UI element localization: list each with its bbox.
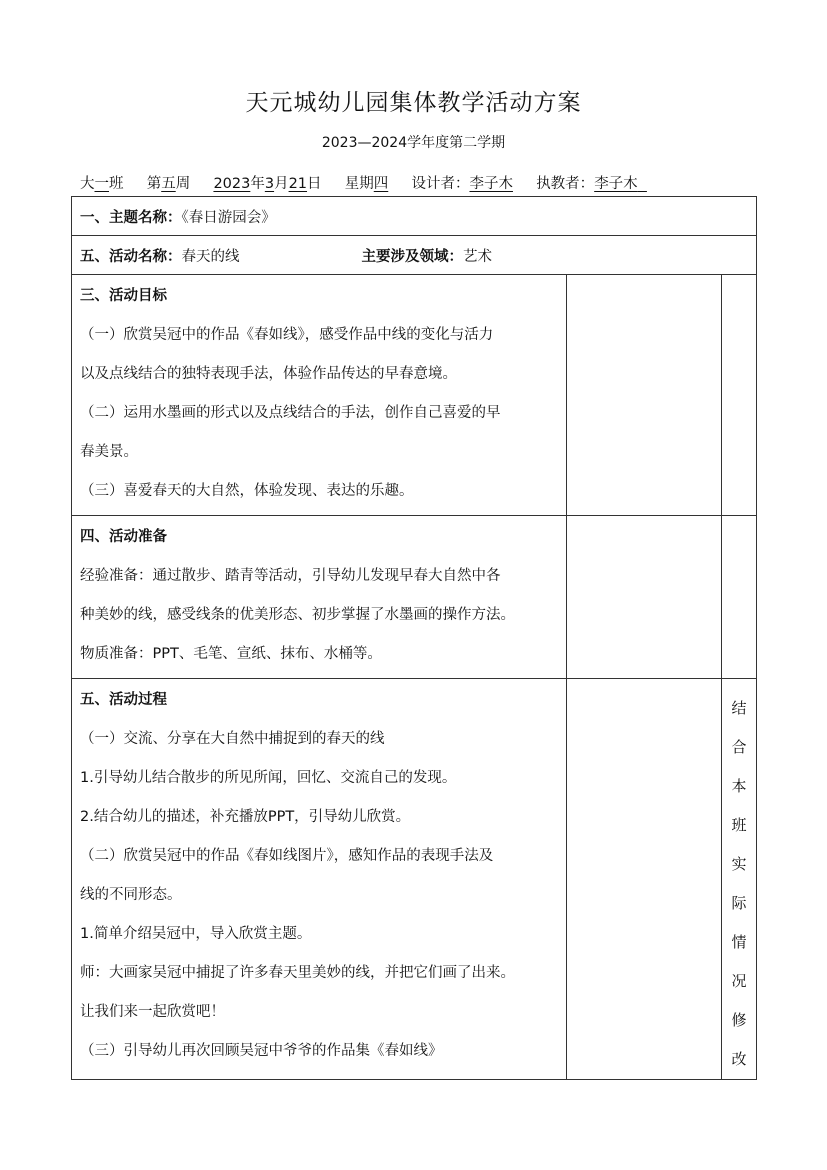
week-number: 五	[161, 176, 176, 192]
preparation-line: 经验准备：通过散步、踏青等活动，引导幼儿发现早春大自然中各	[80, 568, 501, 584]
date-month: 3	[264, 176, 275, 192]
goal-line: 春美景。	[80, 444, 138, 460]
goals-side-cell	[721, 275, 756, 516]
side-note-char: 况	[731, 972, 747, 990]
side-note-char: 班	[731, 816, 747, 834]
process-line: 2.结合幼儿的描述，补充播放PPT，引导幼儿欣赏。	[80, 809, 411, 825]
day-label: 日	[307, 176, 322, 192]
preparation-line: 种美妙的线，感受线条的优美形态、初步掌握了水墨画的操作方法。	[80, 607, 515, 623]
goal-line: （二）运用水墨画的形式以及点线结合的手法，创作自己喜爱的早	[80, 405, 501, 421]
teacher-label: 执教者：	[536, 176, 595, 192]
preparation-notes-cell	[566, 516, 721, 679]
side-note-char: 情	[731, 933, 747, 951]
weekday-prefix: 星期	[344, 176, 374, 192]
side-note-char: 结	[731, 699, 747, 717]
domain-value: 艺术	[463, 248, 492, 265]
document-title: 天元城幼儿园集体教学活动方案	[245, 90, 582, 116]
domain-label: 主要涉及领域：	[361, 248, 463, 265]
month-label: 月	[274, 176, 289, 192]
preparation-side-cell	[721, 516, 756, 679]
class-suffix: 班	[109, 176, 124, 192]
process-line: （一）交流、分享在大自然中捕捉到的春天的线	[80, 731, 385, 747]
goals-notes-cell	[566, 275, 721, 516]
lesson-plan-table	[71, 196, 757, 1080]
preparation-heading: 四、活动准备	[80, 529, 167, 545]
activity-row	[72, 236, 757, 275]
activity-name-label: 五、活动名称：	[80, 248, 182, 265]
preparation-line: 物质准备：PPT、毛笔、宣纸、抹布、水桶等。	[80, 646, 382, 662]
school-term: 2023—2024学年度第二学期	[321, 135, 506, 151]
goal-line: （三）喜爱春天的大自然，体验发现、表达的乐趣。	[80, 483, 414, 499]
side-note-char: 改	[731, 1050, 747, 1068]
theme-label: 一、主题名称：	[80, 209, 182, 226]
goal-line: （一）欣赏吴冠中的作品《春如线》，感受作品中线的变化与活力	[80, 327, 494, 343]
date-day: 21	[288, 176, 308, 192]
side-note-char: 修	[731, 1011, 747, 1029]
designer-label: 设计者：	[411, 176, 470, 192]
class-number: 一	[94, 176, 109, 192]
process-line: 让我们来一起欣赏吧！	[80, 1004, 225, 1020]
year-label: 年	[250, 176, 265, 192]
date-year: 2023	[213, 176, 251, 192]
activity-name-value: 春天的线	[181, 248, 240, 265]
side-note-char: 本	[731, 777, 747, 795]
process-line: 线的不同形态。	[80, 887, 182, 903]
goal-line: 以及点线结合的独特表现手法，体验作品传达的早春意境。	[80, 366, 457, 382]
goals-heading: 三、活动目标	[80, 288, 167, 304]
process-line: 1.引导幼儿结合散步的所见所闻，回忆、交流自己的发现。	[80, 770, 457, 786]
process-notes-cell	[566, 679, 721, 1080]
week-prefix: 第	[146, 176, 162, 192]
goals-row	[72, 275, 757, 516]
class-prefix: 大	[80, 176, 95, 192]
designer-name: 李子木	[469, 176, 513, 192]
class-info-line	[80, 172, 647, 193]
week-suffix: 周	[175, 176, 191, 192]
side-note-char: 合	[731, 738, 747, 756]
process-line: （三）引导幼儿再次回顾吴冠中爷爷的作品集《春如线》	[80, 1043, 443, 1059]
side-note-char: 际	[731, 894, 747, 912]
process-line: 1.简单介绍吴冠中，导入欣赏主题。	[80, 926, 312, 942]
theme-value: 《春日游园会》	[181, 209, 276, 226]
side-note-char: 实	[731, 855, 747, 873]
weekday: 四	[373, 176, 389, 192]
process-line: （二）欣赏吴冠中的作品《春如线图片》，感知作品的表现手法及	[80, 848, 494, 864]
theme-row	[72, 197, 757, 236]
process-heading: 五、活动过程	[80, 692, 167, 708]
teacher-name: 李子木	[594, 176, 638, 192]
process-row	[72, 679, 757, 1080]
process-line: 师：大画家吴冠中捕捉了许多春天里美妙的线，并把它们画了出来。	[80, 965, 515, 981]
process-side-note	[721, 679, 756, 1080]
preparation-row	[72, 516, 757, 679]
